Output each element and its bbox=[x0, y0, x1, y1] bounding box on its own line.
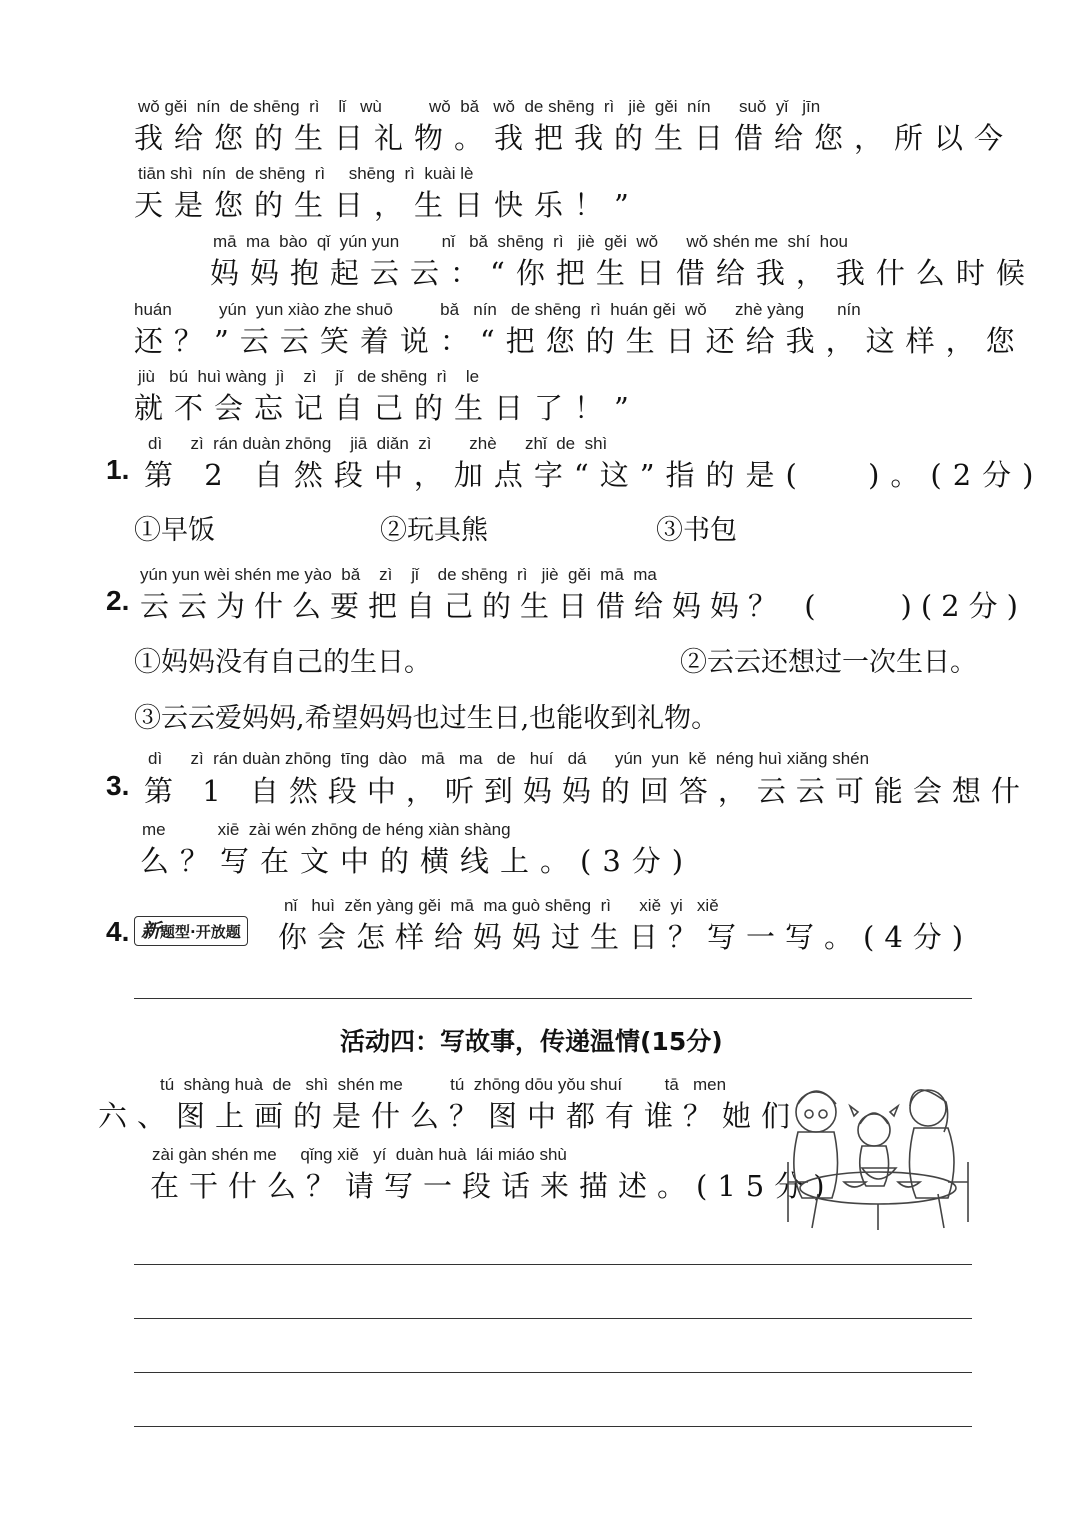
pinyin-line: dì zì rán duàn zhōng jiā diǎn zì zhè zhǐ de shì bbox=[148, 434, 608, 453]
pinyin-line: tiān shì nín de shēng rì shēng rì kuài lè bbox=[138, 164, 474, 183]
pinyin-line: mā ma bào qǐ yún yun nǐ bǎ shēng rì jiè gěi wǒ wǒ shén me shí hou bbox=[213, 232, 848, 251]
answer-line[interactable] bbox=[134, 998, 972, 999]
option-3[interactable]: ③书包 bbox=[656, 515, 737, 546]
option-3[interactable]: ③云云爱妈妈,希望妈妈也过生日,也能收到礼物。 bbox=[134, 703, 719, 734]
pinyin-line: huán yún yun xiào zhe shuō bǎ nín de shēng rì huán gěi wǒ zhè yàng nín bbox=[134, 300, 861, 319]
pinyin-line: jiù bú huì wàng jì zì jǐ de shēng rì le bbox=[138, 367, 480, 386]
question-text: 你会怎样给妈妈过生日？写一写。(4分) bbox=[278, 920, 974, 954]
option-2[interactable]: ②云云还想过一次生日。 bbox=[680, 647, 977, 678]
task-text: 六、图上画的是什么？图中都有谁？她们 bbox=[98, 1099, 801, 1133]
answer-line[interactable] bbox=[134, 1264, 972, 1265]
family-meal-illustration bbox=[778, 1072, 978, 1232]
option-1[interactable]: ①早饭 bbox=[134, 515, 215, 546]
passage-line: 我给您的生日礼物。我把我的生日借给您，所以今 bbox=[134, 121, 1015, 155]
answer-line[interactable] bbox=[134, 1426, 972, 1427]
pinyin-line: wǒ gěi nín de shēng rì lǐ wù wǒ bǎ wǒ de shēng rì jiè gěi nín suǒ yǐ jīn bbox=[138, 97, 821, 116]
answer-line[interactable] bbox=[134, 1372, 972, 1373]
question-number: 2. bbox=[106, 585, 130, 616]
question-text: 第 2 自然段中，加点字“这”指的是( )。(2分) bbox=[144, 458, 1045, 492]
question-number: 4. bbox=[106, 916, 130, 947]
section-title: 活动四：写故事，传递温情(15分) bbox=[340, 1027, 723, 1056]
option-1[interactable]: ①妈妈没有自己的生日。 bbox=[134, 647, 431, 678]
pinyin-line: zài gàn shén me qǐng xiě yí duàn huà lái miáo shù bbox=[152, 1145, 567, 1164]
pinyin-line: me xiē zài wén zhōng de héng xiàn shàng bbox=[142, 820, 511, 839]
passage-line: 还？”云云笑着说：“把您的生日还给我，这样，您 bbox=[134, 324, 1026, 358]
question-text-cont: 么？写在文中的横线上。(3分) bbox=[140, 844, 695, 878]
passage-line: 就不会忘记自己的生日了！” bbox=[134, 391, 640, 425]
question-text: 第 1 自然段中，听到妈妈的回答，云云可能会想什 bbox=[144, 774, 1030, 808]
passage-line: 天是您的生日，生日快乐！” bbox=[134, 188, 640, 222]
pinyin-line: dì zì rán duàn zhōng tīng dào mā ma de huí dá yún yun kě néng huì xiǎng shén bbox=[148, 749, 870, 768]
pinyin-line: tú shàng huà de shì shén me tú zhōng dōu yǒu shuí tā men bbox=[160, 1075, 727, 1094]
pinyin-line: nǐ huì zěn yàng gěi mā ma guò shēng rì xiě yi xiě bbox=[284, 896, 719, 915]
question-number: 3. bbox=[106, 770, 130, 801]
new-question-type-badge: 新题型·开放题 bbox=[134, 916, 248, 946]
question-text: 云云为什么要把自己的生日借给妈妈？ ( )(2分) bbox=[140, 589, 1027, 623]
passage-line: 妈妈抱起云云：“你把生日借给我，我什么时候 bbox=[210, 256, 1036, 290]
task-text: 在干什么？请写一段话来描述。(15分) bbox=[150, 1169, 835, 1203]
pinyin-line: yún yun wèi shén me yào bǎ zì jǐ de shēng rì jiè gěi mā ma bbox=[140, 565, 657, 584]
option-2[interactable]: ②玩具熊 bbox=[380, 515, 488, 546]
question-number: 1. bbox=[106, 454, 130, 485]
answer-line[interactable] bbox=[134, 1318, 972, 1319]
